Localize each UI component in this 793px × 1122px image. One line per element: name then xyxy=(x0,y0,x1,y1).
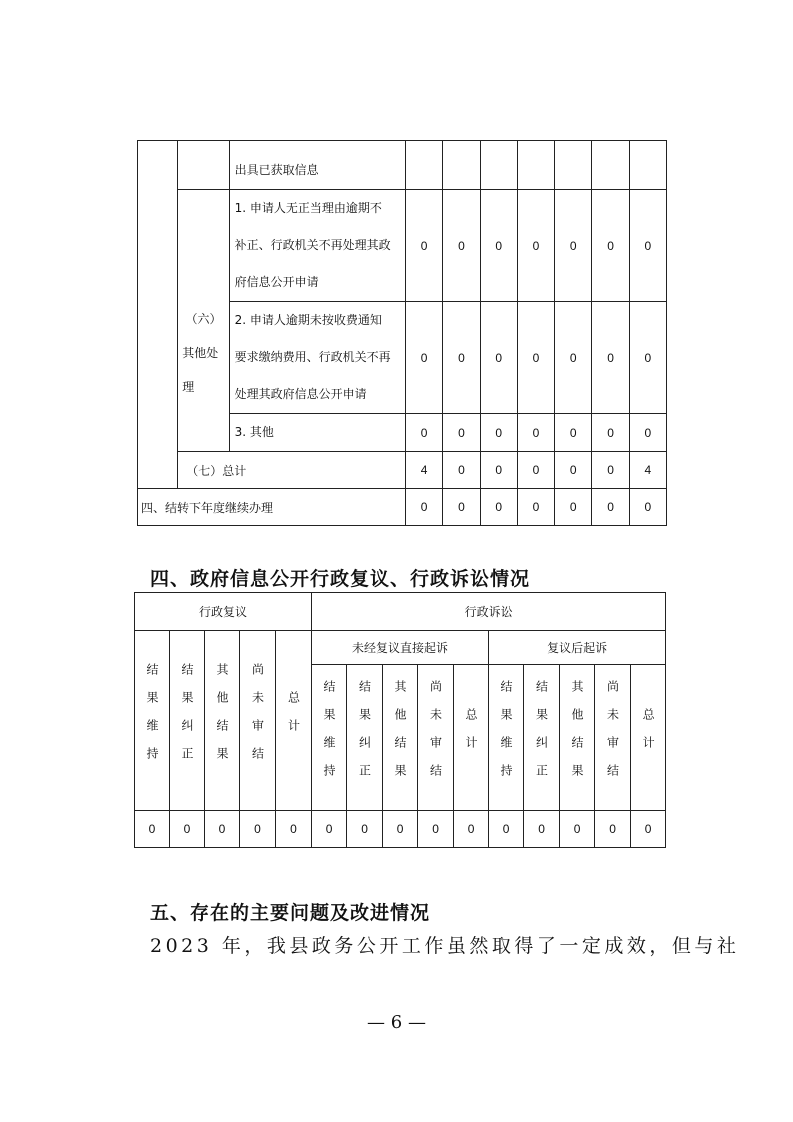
value-cell: 0 xyxy=(406,414,443,452)
cell xyxy=(592,141,629,190)
value-cell: 0 xyxy=(454,811,489,848)
col-header-direct-maintain: 结果维持 xyxy=(312,665,347,811)
total-cell: 0 xyxy=(480,452,517,489)
total-label: （七）总计 xyxy=(178,452,406,489)
value-cell: 0 xyxy=(595,811,631,848)
value-cell: 0 xyxy=(418,811,454,848)
row3-line1: 3. 其他 xyxy=(234,425,274,439)
other-label-line3: 理 xyxy=(182,379,195,394)
row2-line2: 要求缴纳费用、行政机关不再 xyxy=(234,350,391,364)
row1-line3: 府信息公开申请 xyxy=(234,275,319,289)
value-cell: 0 xyxy=(592,190,629,302)
total-cell: 0 xyxy=(443,452,480,489)
blank-cell xyxy=(178,141,229,190)
value-cell: 0 xyxy=(517,414,554,452)
col-header-review-other: 其他结果 xyxy=(205,631,240,811)
col-header-review-correct: 结果纠正 xyxy=(170,631,205,811)
total-cell: 0 xyxy=(517,452,554,489)
col-header-review-maintain: 结果维持 xyxy=(135,631,170,811)
direct-suit-header: 未经复议直接起诉 xyxy=(312,631,489,665)
carryover-cell: 0 xyxy=(406,489,443,526)
stats-table xyxy=(137,140,667,526)
value-cell: 0 xyxy=(631,811,666,848)
value-cell: 0 xyxy=(555,190,592,302)
carryover-label: 四、结转下年度继续办理 xyxy=(138,489,406,526)
total-cell: 0 xyxy=(555,452,592,489)
col-header-after-pending: 尚未审结 xyxy=(595,665,631,811)
cell xyxy=(517,141,554,190)
col-header-after-maintain: 结果维持 xyxy=(489,665,524,811)
body-paragraph: 2023 年，我县政务公开工作虽然取得了一定成效，但与社 xyxy=(150,935,740,957)
col-header-direct-pending: 尚未审结 xyxy=(418,665,454,811)
carryover-cell: 0 xyxy=(443,489,480,526)
value-cell: 0 xyxy=(517,190,554,302)
value-cell: 0 xyxy=(443,414,480,452)
outer-blank-cell xyxy=(138,141,178,489)
value-cell: 0 xyxy=(443,302,480,414)
value-cell: 0 xyxy=(489,811,524,848)
row3-label xyxy=(229,414,405,452)
row2-line1: 2. 申请人逾期未按收费通知 xyxy=(234,313,382,327)
cell xyxy=(555,141,592,190)
value-cell: 0 xyxy=(406,302,443,414)
total-cell: 0 xyxy=(592,452,629,489)
value-cell: 0 xyxy=(135,811,170,848)
value-cell: 0 xyxy=(170,811,205,848)
carryover-cell: 0 xyxy=(592,489,629,526)
cell xyxy=(406,141,443,190)
other-label-line2: 其他处 xyxy=(182,345,219,360)
value-cell: 0 xyxy=(276,811,312,848)
page-number: — 6 — xyxy=(367,1012,426,1033)
cell xyxy=(443,141,480,190)
value-cell: 0 xyxy=(480,414,517,452)
other-label-line1: （六） xyxy=(185,311,222,326)
after-review-header: 复议后起诉 xyxy=(489,631,666,665)
carryover-cell: 0 xyxy=(517,489,554,526)
value-cell: 0 xyxy=(629,190,666,302)
value-cell: 0 xyxy=(443,190,480,302)
value-cell: 0 xyxy=(347,811,383,848)
value-cell: 0 xyxy=(205,811,240,848)
cell xyxy=(480,141,517,190)
value-cell: 0 xyxy=(406,190,443,302)
col-header-direct-total: 总计 xyxy=(454,665,489,811)
value-cell: 0 xyxy=(524,811,560,848)
value-cell: 0 xyxy=(480,190,517,302)
row2-label xyxy=(229,302,405,414)
col-header-after-total: 总计 xyxy=(631,665,666,811)
col-header-review-pending: 尚未审结 xyxy=(240,631,276,811)
carryover-cell: 0 xyxy=(555,489,592,526)
value-cell: 0 xyxy=(592,414,629,452)
value-cell: 0 xyxy=(240,811,276,848)
value-cell: 0 xyxy=(555,414,592,452)
col-header-direct-correct: 结果纠正 xyxy=(347,665,383,811)
section4-title: 四、政府信息公开行政复议、行政诉讼情况 xyxy=(150,568,531,590)
value-cell: 0 xyxy=(592,302,629,414)
carryover-cell: 0 xyxy=(480,489,517,526)
col-header-after-correct: 结果纠正 xyxy=(524,665,560,811)
value-cell: 0 xyxy=(560,811,595,848)
value-cell: 0 xyxy=(517,302,554,414)
value-cell: 0 xyxy=(383,811,418,848)
col-header-after-other: 其他结果 xyxy=(560,665,595,811)
value-cell: 0 xyxy=(312,811,347,848)
other-handling-label xyxy=(178,190,229,452)
value-cell: 0 xyxy=(480,302,517,414)
row1-line2: 补正、行政机关不再处理其政 xyxy=(234,238,391,252)
total-cell: 4 xyxy=(406,452,443,489)
col-header-direct-other: 其他结果 xyxy=(383,665,418,811)
value-cell: 0 xyxy=(629,414,666,452)
review-litigation-table xyxy=(134,592,666,848)
review-header: 行政复议 xyxy=(135,593,312,631)
row1-line1: 1. 申请人无正当理由逾期不 xyxy=(234,201,382,215)
cell xyxy=(629,141,666,190)
issued-info-label: 出具已获取信息 xyxy=(229,141,405,190)
value-cell: 0 xyxy=(555,302,592,414)
col-header-review-total: 总计 xyxy=(276,631,312,811)
section5-title: 五、存在的主要问题及改进情况 xyxy=(150,902,431,924)
carryover-cell: 0 xyxy=(629,489,666,526)
litigation-header: 行政诉讼 xyxy=(312,593,666,631)
row2-line3: 处理其政府信息公开申请 xyxy=(234,387,367,401)
row1-label xyxy=(229,190,405,302)
total-cell: 4 xyxy=(629,452,666,489)
value-cell: 0 xyxy=(629,302,666,414)
